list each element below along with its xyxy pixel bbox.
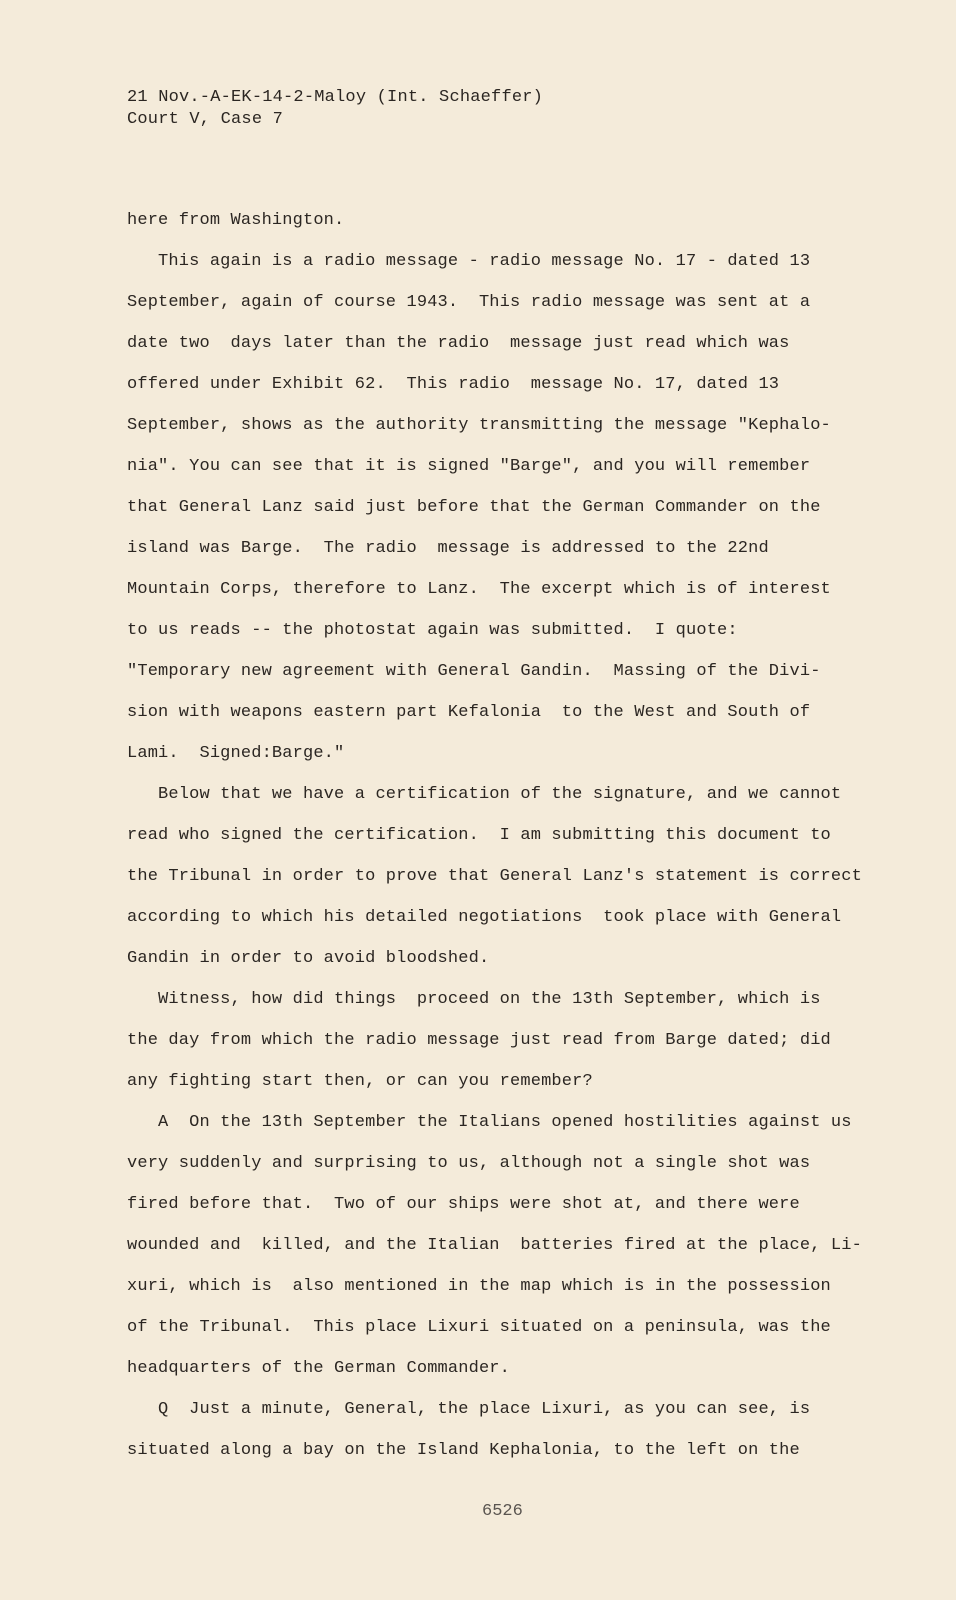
- body-line: This again is a radio message - radio message No. 17 - dated 13: [127, 252, 811, 271]
- body-line: Mountain Corps, therefore to Lanz. The excerpt which is of interest: [127, 580, 831, 599]
- body-line: Below that we have a certification of the signature, and we cannot: [127, 785, 842, 804]
- page-number: 6526: [482, 1502, 523, 1521]
- body-line: the Tribunal in order to prove that General Lanz's statement is correct: [127, 867, 862, 886]
- body-line: fired before that. Two of our ships were shot at, and there were: [127, 1195, 800, 1214]
- body-line: any fighting start then, or can you remember?: [127, 1072, 593, 1091]
- body-line: Witness, how did things proceed on the 13th September, which is: [127, 990, 821, 1009]
- body-line: island was Barge. The radio message is addressed to the 22nd: [127, 539, 769, 558]
- body-line: Gandin in order to avoid bloodshed.: [127, 949, 490, 968]
- body-line: the day from which the radio message just read from Barge dated; did: [127, 1031, 831, 1050]
- header-court-line: Court V, Case 7: [127, 110, 284, 129]
- body-line: Lami. Signed:Barge.": [127, 744, 345, 763]
- body-line: that General Lanz said just before that the German Commander on the: [127, 498, 821, 517]
- body-line: very suddenly and surprising to us, although not a single shot was: [127, 1154, 811, 1173]
- body-line: date two days later than the radio message just read which was: [127, 334, 790, 353]
- body-line: situated along a bay on the Island Kephalonia, to the left on the: [127, 1441, 800, 1460]
- body-line: read who signed the certification. I am submitting this document to: [127, 826, 831, 845]
- body-line: wounded and killed, and the Italian batteries fired at the place, Li-: [127, 1236, 862, 1255]
- body-line: of the Tribunal. This place Lixuri situated on a peninsula, was the: [127, 1318, 831, 1337]
- body-line: sion with weapons eastern part Kefalonia to the West and South of: [127, 703, 811, 722]
- body-line: offered under Exhibit 62. This radio message No. 17, dated 13: [127, 375, 780, 394]
- body-line: A On the 13th September the Italians opened hostilities against us: [127, 1113, 852, 1132]
- body-line: to us reads -- the photostat again was submitted. I quote:: [127, 621, 738, 640]
- header-reference-line: 21 Nov.-A-EK-14-2-Maloy (Int. Schaeffer): [127, 88, 544, 107]
- body-line: headquarters of the German Commander.: [127, 1359, 511, 1378]
- body-line: here from Washington.: [127, 211, 345, 230]
- body-line: "Temporary new agreement with General Gandin. Massing of the Divi-: [127, 662, 821, 681]
- body-line: according to which his detailed negotiations took place with General: [127, 908, 842, 927]
- body-line: xuri, which is also mentioned in the map which is in the possession: [127, 1277, 831, 1296]
- body-line: September, shows as the authority transmitting the message "Kephalo-: [127, 416, 831, 435]
- body-line: Q Just a minute, General, the place Lixuri, as you can see, is: [127, 1400, 811, 1419]
- body-line: nia". You can see that it is signed "Barge", and you will remember: [127, 457, 811, 476]
- body-line: September, again of course 1943. This radio message was sent at a: [127, 293, 811, 312]
